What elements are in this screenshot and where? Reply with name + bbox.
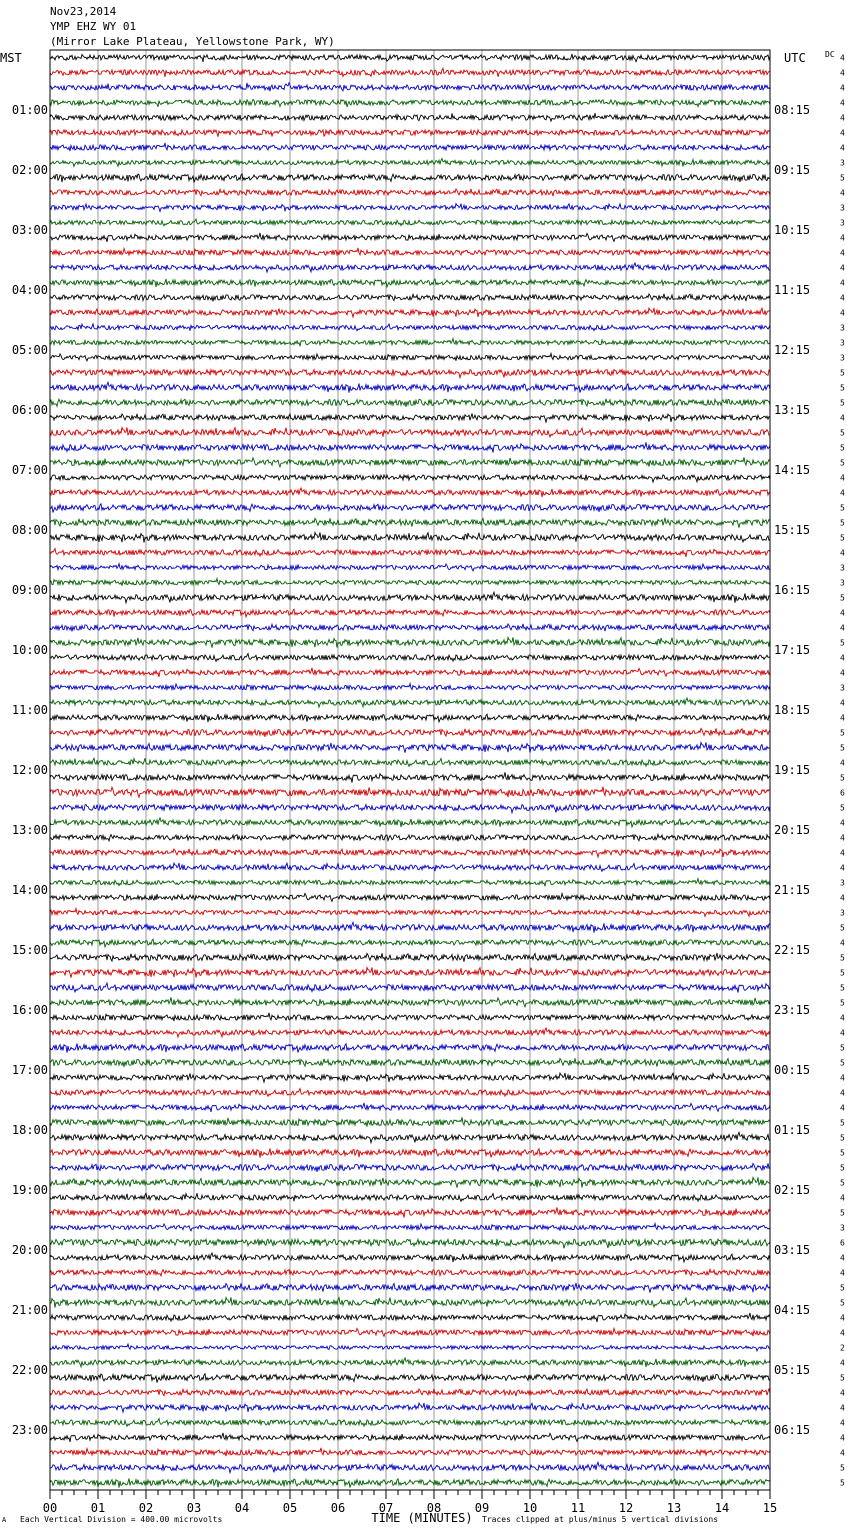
right-hour-label: 01:15 xyxy=(774,1123,811,1137)
dc-value: 4 xyxy=(840,833,845,843)
left-hour-label: 15:00 xyxy=(11,943,48,957)
x-tick-label: 07 xyxy=(378,1501,394,1515)
seismic-trace xyxy=(50,579,770,586)
dc-value: 5 xyxy=(840,1478,845,1488)
seismic-trace xyxy=(50,1239,770,1248)
left-hour-label: 10:00 xyxy=(11,643,48,657)
seismic-trace xyxy=(50,1058,770,1067)
right-hour-label: 18:15 xyxy=(774,703,811,717)
seismic-trace xyxy=(50,834,770,841)
seismic-trace xyxy=(50,698,770,707)
x-tick-label: 01 xyxy=(90,1501,106,1515)
right-hour-label: 12:15 xyxy=(774,343,811,357)
seismic-trace xyxy=(50,1344,770,1351)
x-axis-label: TIME (MINUTES) xyxy=(371,1511,473,1525)
dc-value: 5 xyxy=(840,1118,845,1128)
seismic-trace xyxy=(50,233,770,242)
dc-label: DC xyxy=(825,50,835,59)
seismic-trace xyxy=(50,758,770,766)
seismic-trace xyxy=(50,382,770,392)
seismic-trace xyxy=(50,399,770,407)
dc-value: 4 xyxy=(840,893,845,903)
left-hour-label: 22:00 xyxy=(11,1363,48,1377)
dc-value: 4 xyxy=(840,293,845,303)
dc-value: 5 xyxy=(840,1208,845,1218)
seismic-trace xyxy=(50,893,770,901)
left-hour-label: 16:00 xyxy=(11,1003,48,1017)
right-hour-label: 09:15 xyxy=(774,163,811,177)
seismic-trace xyxy=(50,68,770,77)
dc-value: 5 xyxy=(840,398,845,408)
seismic-trace xyxy=(50,113,770,121)
x-tick-label: 13 xyxy=(666,1501,682,1515)
dc-value: 4 xyxy=(840,848,845,858)
seismic-trace xyxy=(50,1207,770,1217)
seismic-trace xyxy=(50,159,770,167)
seismic-trace xyxy=(50,1117,770,1126)
dc-value: 3 xyxy=(840,323,845,333)
seismic-trace xyxy=(50,1462,770,1472)
dc-value: 4 xyxy=(840,128,845,138)
dc-value: 5 xyxy=(840,998,845,1008)
seismic-trace xyxy=(50,475,770,482)
dc-value: 4 xyxy=(840,1253,845,1263)
seismic-trace xyxy=(50,1374,770,1383)
seismic-trace xyxy=(50,339,770,347)
right-hour-label: 03:15 xyxy=(774,1243,811,1257)
seismic-trace xyxy=(50,129,770,136)
left-hour-label: 01:00 xyxy=(11,103,48,117)
right-hour-label: 15:15 xyxy=(774,523,811,537)
x-tick-label: 06 xyxy=(330,1501,346,1515)
dc-value: 4 xyxy=(840,473,845,483)
right-hour-label: 05:15 xyxy=(774,1363,811,1377)
station-label: YMP EHZ WY 01 xyxy=(50,20,137,33)
seismic-trace xyxy=(50,953,770,962)
seismic-trace xyxy=(50,772,770,782)
left-hour-label: 08:00 xyxy=(11,523,48,537)
dc-value: 5 xyxy=(840,773,845,783)
dc-value: 5 xyxy=(840,1163,845,1173)
dc-value: 3 xyxy=(840,203,845,213)
dc-value: 3 xyxy=(840,878,845,888)
seismic-trace xyxy=(50,983,770,992)
seismic-trace xyxy=(50,909,770,917)
seismic-trace xyxy=(50,1253,770,1262)
seismic-trace xyxy=(50,818,770,827)
seismic-trace xyxy=(50,219,770,226)
seismic-trace xyxy=(50,100,770,108)
clip-note: Traces clipped at plus/minus 5 vertical divisions xyxy=(482,1515,719,1524)
dc-value: 4 xyxy=(840,263,845,273)
right-hour-label: 20:15 xyxy=(774,823,811,837)
right-hour-label: 22:15 xyxy=(774,943,811,957)
seismic-trace xyxy=(50,204,770,212)
dc-value: 5 xyxy=(840,518,845,528)
x-tick-label: 12 xyxy=(618,1501,634,1515)
seismic-trace xyxy=(50,504,770,513)
seismic-trace xyxy=(50,1328,770,1336)
dc-value: 4 xyxy=(840,758,845,768)
seismic-trace xyxy=(50,654,770,662)
seismic-trace xyxy=(50,939,770,947)
tick-layer xyxy=(50,1490,770,1499)
right-hour-label: 16:15 xyxy=(774,583,811,597)
dc-value: 4 xyxy=(840,818,845,828)
dc-value: 4 xyxy=(840,113,845,123)
dc-value: 4 xyxy=(840,308,845,318)
seismic-trace xyxy=(50,1028,770,1037)
seismic-trace xyxy=(50,684,770,691)
right-hour-label: 17:15 xyxy=(774,643,811,657)
seismic-trace xyxy=(50,967,770,977)
seismic-trace xyxy=(50,624,770,632)
seismic-trace xyxy=(50,1224,770,1231)
seismic-trace xyxy=(50,279,770,287)
dc-value: 4 xyxy=(840,1013,845,1023)
seismic-trace xyxy=(50,1177,770,1187)
seismic-trace xyxy=(50,1163,770,1172)
left-hour-label: 04:00 xyxy=(11,283,48,297)
dc-value: 4 xyxy=(840,668,845,678)
seismic-trace xyxy=(50,248,770,256)
dc-value: 4 xyxy=(840,1388,845,1398)
dc-value: 5 xyxy=(840,443,845,453)
seismic-trace xyxy=(50,804,770,812)
dc-value: 5 xyxy=(840,1373,845,1383)
dc-value: 3 xyxy=(840,1223,845,1233)
seismic-trace xyxy=(50,189,770,196)
seismic-trace xyxy=(50,427,770,437)
seismic-trace xyxy=(50,1103,770,1112)
dc-value: 4 xyxy=(840,1103,845,1113)
seismic-trace xyxy=(50,324,770,331)
right-hour-label: 04:15 xyxy=(774,1303,811,1317)
seismic-trace xyxy=(50,1132,770,1142)
seismic-trace xyxy=(50,1283,770,1293)
dc-value: 5 xyxy=(840,1298,845,1308)
right-hour-label: 08:15 xyxy=(774,103,811,117)
dc-value: 4 xyxy=(840,1403,845,1413)
dc-value: 3 xyxy=(840,218,845,228)
dc-value: 4 xyxy=(840,188,845,198)
right-hour-label: 14:15 xyxy=(774,463,811,477)
seismic-trace xyxy=(50,609,770,617)
dc-value: 5 xyxy=(840,1043,845,1053)
trace-layer xyxy=(50,54,770,1488)
seismic-trace xyxy=(50,1269,770,1276)
dc-value: 5 xyxy=(840,923,845,933)
seismic-trace xyxy=(50,592,770,602)
dc-value: 4 xyxy=(840,608,845,618)
seismic-trace xyxy=(50,564,770,571)
dc-value: 3 xyxy=(840,908,845,918)
x-tick-label: 15 xyxy=(762,1501,778,1515)
left-hour-label: 20:00 xyxy=(11,1243,48,1257)
dc-value: 3 xyxy=(840,563,845,573)
dc-value: 5 xyxy=(840,1058,845,1068)
seismic-trace xyxy=(50,442,770,452)
x-tick-label: 08 xyxy=(426,1501,442,1515)
seismic-trace xyxy=(50,1193,770,1201)
right-hour-label: 02:15 xyxy=(774,1183,811,1197)
corner-mark: A xyxy=(2,1516,7,1524)
left-hour-label: 19:00 xyxy=(11,1183,48,1197)
right-hour-label: 13:15 xyxy=(774,403,811,417)
seismic-trace xyxy=(50,1297,770,1307)
seismic-trace xyxy=(50,54,770,62)
seismic-trace xyxy=(50,1089,770,1097)
seismic-trace xyxy=(50,1044,770,1053)
dc-value: 5 xyxy=(840,803,845,813)
seismic-trace xyxy=(50,728,770,737)
right-timezone-label: UTC xyxy=(784,51,806,65)
seismic-trace xyxy=(50,1013,770,1021)
seismic-trace xyxy=(50,668,770,677)
seismic-trace xyxy=(50,1389,770,1397)
date-label: Nov23,2014 xyxy=(50,5,117,18)
right-hour-label: 10:15 xyxy=(774,223,811,237)
dc-value: 5 xyxy=(840,458,845,468)
dc-value: 4 xyxy=(840,713,845,723)
left-hour-label: 11:00 xyxy=(11,703,48,717)
x-tick-label: 02 xyxy=(138,1501,154,1515)
seismic-trace xyxy=(50,863,770,871)
left-hour-label: 17:00 xyxy=(11,1063,48,1077)
dc-value: 4 xyxy=(840,1328,845,1338)
seismic-trace xyxy=(50,83,770,91)
x-tick-label: 04 xyxy=(234,1501,250,1515)
seismic-trace xyxy=(50,1149,770,1158)
dc-value: 4 xyxy=(840,98,845,108)
left-hour-label: 03:00 xyxy=(11,223,48,237)
seismic-trace xyxy=(50,1433,770,1442)
right-hour-label: 11:15 xyxy=(774,283,811,297)
left-hour-label: 23:00 xyxy=(11,1423,48,1437)
dc-value: 4 xyxy=(840,1088,845,1098)
seismic-trace xyxy=(50,1313,770,1322)
dc-value: 3 xyxy=(840,578,845,588)
seismic-trace xyxy=(50,532,770,542)
dc-value: 2 xyxy=(840,1343,845,1353)
right-hour-label: 00:15 xyxy=(774,1063,811,1077)
left-hour-label: 13:00 xyxy=(11,823,48,837)
seismic-trace xyxy=(50,742,770,752)
left-hour-label: 07:00 xyxy=(11,463,48,477)
seismic-trace xyxy=(50,457,770,467)
dc-value: 4 xyxy=(840,488,845,498)
left-hour-label: 21:00 xyxy=(11,1303,48,1317)
seismic-trace xyxy=(50,787,770,798)
dc-value: 4 xyxy=(840,623,845,633)
dc-value: 4 xyxy=(840,233,845,243)
seismic-trace xyxy=(50,414,770,423)
seismic-trace xyxy=(50,174,770,183)
seismic-trace xyxy=(50,1419,770,1427)
dc-value: 4 xyxy=(840,278,845,288)
seismic-trace xyxy=(50,1479,770,1488)
seismic-trace xyxy=(50,488,770,497)
seismic-trace xyxy=(50,549,770,557)
dc-value: 5 xyxy=(840,533,845,543)
dc-value: 5 xyxy=(840,593,845,603)
dc-value: 4 xyxy=(840,548,845,558)
left-hour-label: 06:00 xyxy=(11,403,48,417)
dc-value: 5 xyxy=(840,1148,845,1158)
dc-value: 6 xyxy=(840,1238,845,1248)
left-hour-label: 18:00 xyxy=(11,1123,48,1137)
seismic-trace xyxy=(50,1073,770,1082)
dc-value: 3 xyxy=(840,158,845,168)
dc-value: 5 xyxy=(840,503,845,513)
x-tick-label: 10 xyxy=(522,1501,538,1515)
dc-value: 4 xyxy=(840,83,845,93)
seismic-trace xyxy=(50,518,770,528)
left-hour-label: 09:00 xyxy=(11,583,48,597)
dc-value: 5 xyxy=(840,173,845,183)
dc-value: 4 xyxy=(840,1448,845,1458)
dc-value: 5 xyxy=(840,728,845,738)
dc-value: 4 xyxy=(840,1028,845,1038)
dc-value: 4 xyxy=(840,1193,845,1203)
dc-value: 5 xyxy=(840,638,845,648)
x-tick-label: 00 xyxy=(42,1501,58,1515)
dc-value: 5 xyxy=(840,368,845,378)
dc-value: 5 xyxy=(840,383,845,393)
left-hour-label: 14:00 xyxy=(11,883,48,897)
right-hour-label: 06:15 xyxy=(774,1423,811,1437)
location-label: (Mirror Lake Plateau, Yellowstone Park, WY) xyxy=(50,35,335,48)
dc-value: 4 xyxy=(840,53,845,63)
seismic-trace xyxy=(50,263,770,272)
seismic-trace xyxy=(50,354,770,361)
dc-value: 4 xyxy=(840,68,845,78)
x-tick-label: 03 xyxy=(186,1501,202,1515)
x-tick-label: 14 xyxy=(714,1501,730,1515)
right-hour-label: 21:15 xyxy=(774,883,811,897)
dc-value: 4 xyxy=(840,1418,845,1428)
dc-value: 3 xyxy=(840,683,845,693)
seismic-trace xyxy=(50,369,770,377)
dc-value: 5 xyxy=(840,1283,845,1293)
dc-value: 5 xyxy=(840,953,845,963)
dc-value: 5 xyxy=(840,428,845,438)
dc-value: 5 xyxy=(840,968,845,978)
scale-note: Each Vertical Division = 400.00 microvolts xyxy=(20,1515,223,1524)
left-hour-label: 05:00 xyxy=(11,343,48,357)
dc-value: 5 xyxy=(840,1463,845,1473)
dc-value: 5 xyxy=(840,1178,845,1188)
seismic-trace xyxy=(50,879,770,887)
seismic-trace xyxy=(50,1403,770,1412)
dc-value: 3 xyxy=(840,338,845,348)
dc-value: 4 xyxy=(840,653,845,663)
x-tick-label: 09 xyxy=(474,1501,490,1515)
seismic-trace xyxy=(50,1448,770,1456)
dc-value: 4 xyxy=(840,1073,845,1083)
dc-value: 3 xyxy=(840,353,845,363)
dc-value: 4 xyxy=(840,1358,845,1368)
seismic-trace xyxy=(50,308,770,317)
dc-value: 4 xyxy=(840,143,845,153)
x-tick-label: 11 xyxy=(570,1501,586,1515)
seismic-trace xyxy=(50,714,770,722)
seismic-trace xyxy=(50,922,770,932)
left-hour-label: 02:00 xyxy=(11,163,48,177)
dc-value: 4 xyxy=(840,1313,845,1323)
dc-value: 4 xyxy=(840,698,845,708)
dc-value: 5 xyxy=(840,743,845,753)
dc-value: 4 xyxy=(840,248,845,258)
seismic-trace xyxy=(50,637,770,647)
right-hour-label: 23:15 xyxy=(774,1003,811,1017)
seismic-trace xyxy=(50,143,770,151)
dc-value: 4 xyxy=(840,938,845,948)
dc-value: 5 xyxy=(840,1133,845,1143)
dc-value: 5 xyxy=(840,983,845,993)
seismic-trace xyxy=(50,1358,770,1367)
seismic-trace xyxy=(50,997,770,1007)
dc-value: 4 xyxy=(840,863,845,873)
dc-value: 4 xyxy=(840,1268,845,1278)
x-tick-label: 05 xyxy=(282,1501,298,1515)
dc-value: 4 xyxy=(840,1433,845,1443)
left-timezone-label: MST xyxy=(0,51,22,65)
seismic-trace xyxy=(50,849,770,858)
seismic-trace xyxy=(50,294,770,302)
dc-value: 6 xyxy=(840,788,845,798)
dc-value: 4 xyxy=(840,413,845,423)
left-hour-label: 12:00 xyxy=(11,763,48,777)
right-hour-label: 19:15 xyxy=(774,763,811,777)
